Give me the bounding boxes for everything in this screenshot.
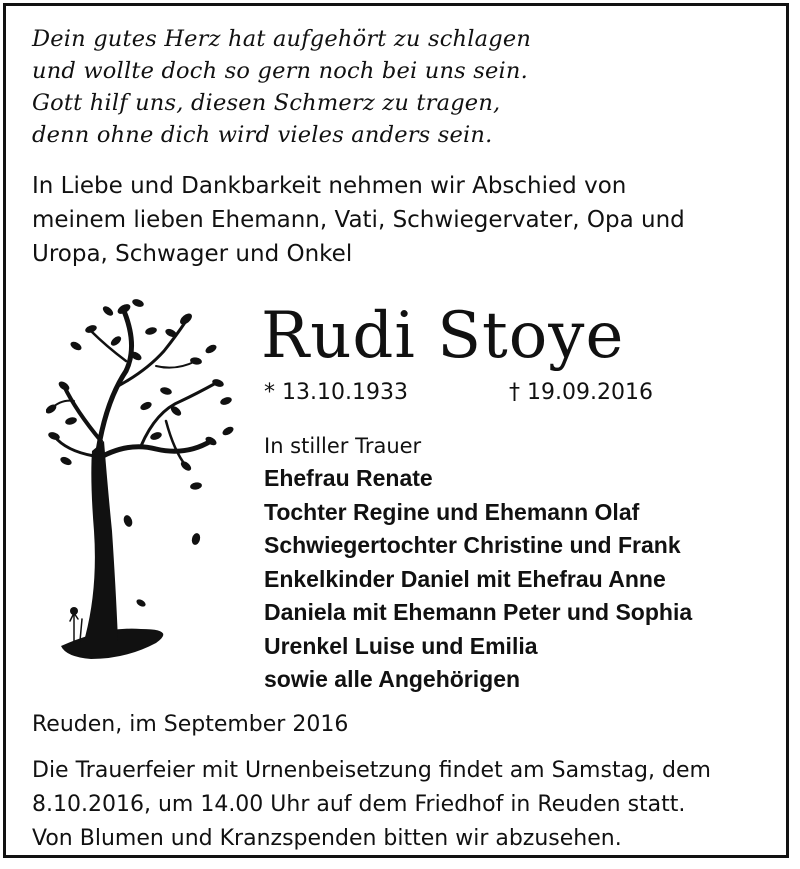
- mourner-line: sowie alle Angehörigen: [264, 666, 521, 692]
- poem-line: denn ohne dich wird vieles anders sein.: [32, 122, 493, 148]
- birth-date: * 13.10.1933: [264, 380, 408, 405]
- mourner-line: Urenkel Luise und Emilia: [264, 632, 538, 659]
- poem: [32, 23, 531, 151]
- funeral-line: Die Trauerfeier mit Urnenbeisetzung findet am Samstag, dem: [32, 758, 711, 783]
- mourner-line: Schwiegertochter Christine und Frank: [264, 532, 681, 558]
- funeral-line: Von Blumen und Kranzspenden bitten wir abzusehen.: [32, 826, 622, 851]
- intro-text: [32, 169, 752, 271]
- mourner-line: Daniela mit Ehemann Peter und Sophia: [264, 599, 693, 625]
- intro-line: Uropa, Schwager und Onkel: [32, 241, 353, 267]
- poem-line: Dein gutes Herz hat aufgehört zu schlagen: [32, 26, 532, 52]
- tree-icon: [46, 291, 246, 681]
- mourner-line: Enkelkinder Daniel mit Ehefrau Anne: [264, 565, 666, 592]
- funeral-info: [32, 754, 711, 856]
- obituary-notice: [3, 3, 789, 858]
- mourner-line: Tochter Regine und Ehemann Olaf: [264, 498, 640, 525]
- intro-line: In Liebe und Dankbarkeit nehmen wir Abschied von: [32, 173, 627, 199]
- place-date: Reuden, im September 2016: [32, 712, 349, 737]
- poem-line: und wollte doch so gern noch bei uns sein.: [32, 58, 528, 84]
- death-date: † 19.09.2016: [509, 380, 653, 405]
- mourning-lead: In stiller Trauer: [264, 434, 422, 458]
- mourners-list: [264, 430, 784, 697]
- mourner-line: Ehefrau Renate: [264, 465, 433, 491]
- poem-line: Gott hilf uns, diesen Schmerz zu tragen,: [32, 90, 501, 116]
- funeral-line: 8.10.2016, um 14.00 Uhr auf dem Friedhof in Reuden statt.: [32, 792, 686, 817]
- intro-line: meinem lieben Ehemann, Vati, Schwiegervater, Opa und: [32, 207, 685, 233]
- deceased-name: Rudi Stoye: [261, 299, 625, 373]
